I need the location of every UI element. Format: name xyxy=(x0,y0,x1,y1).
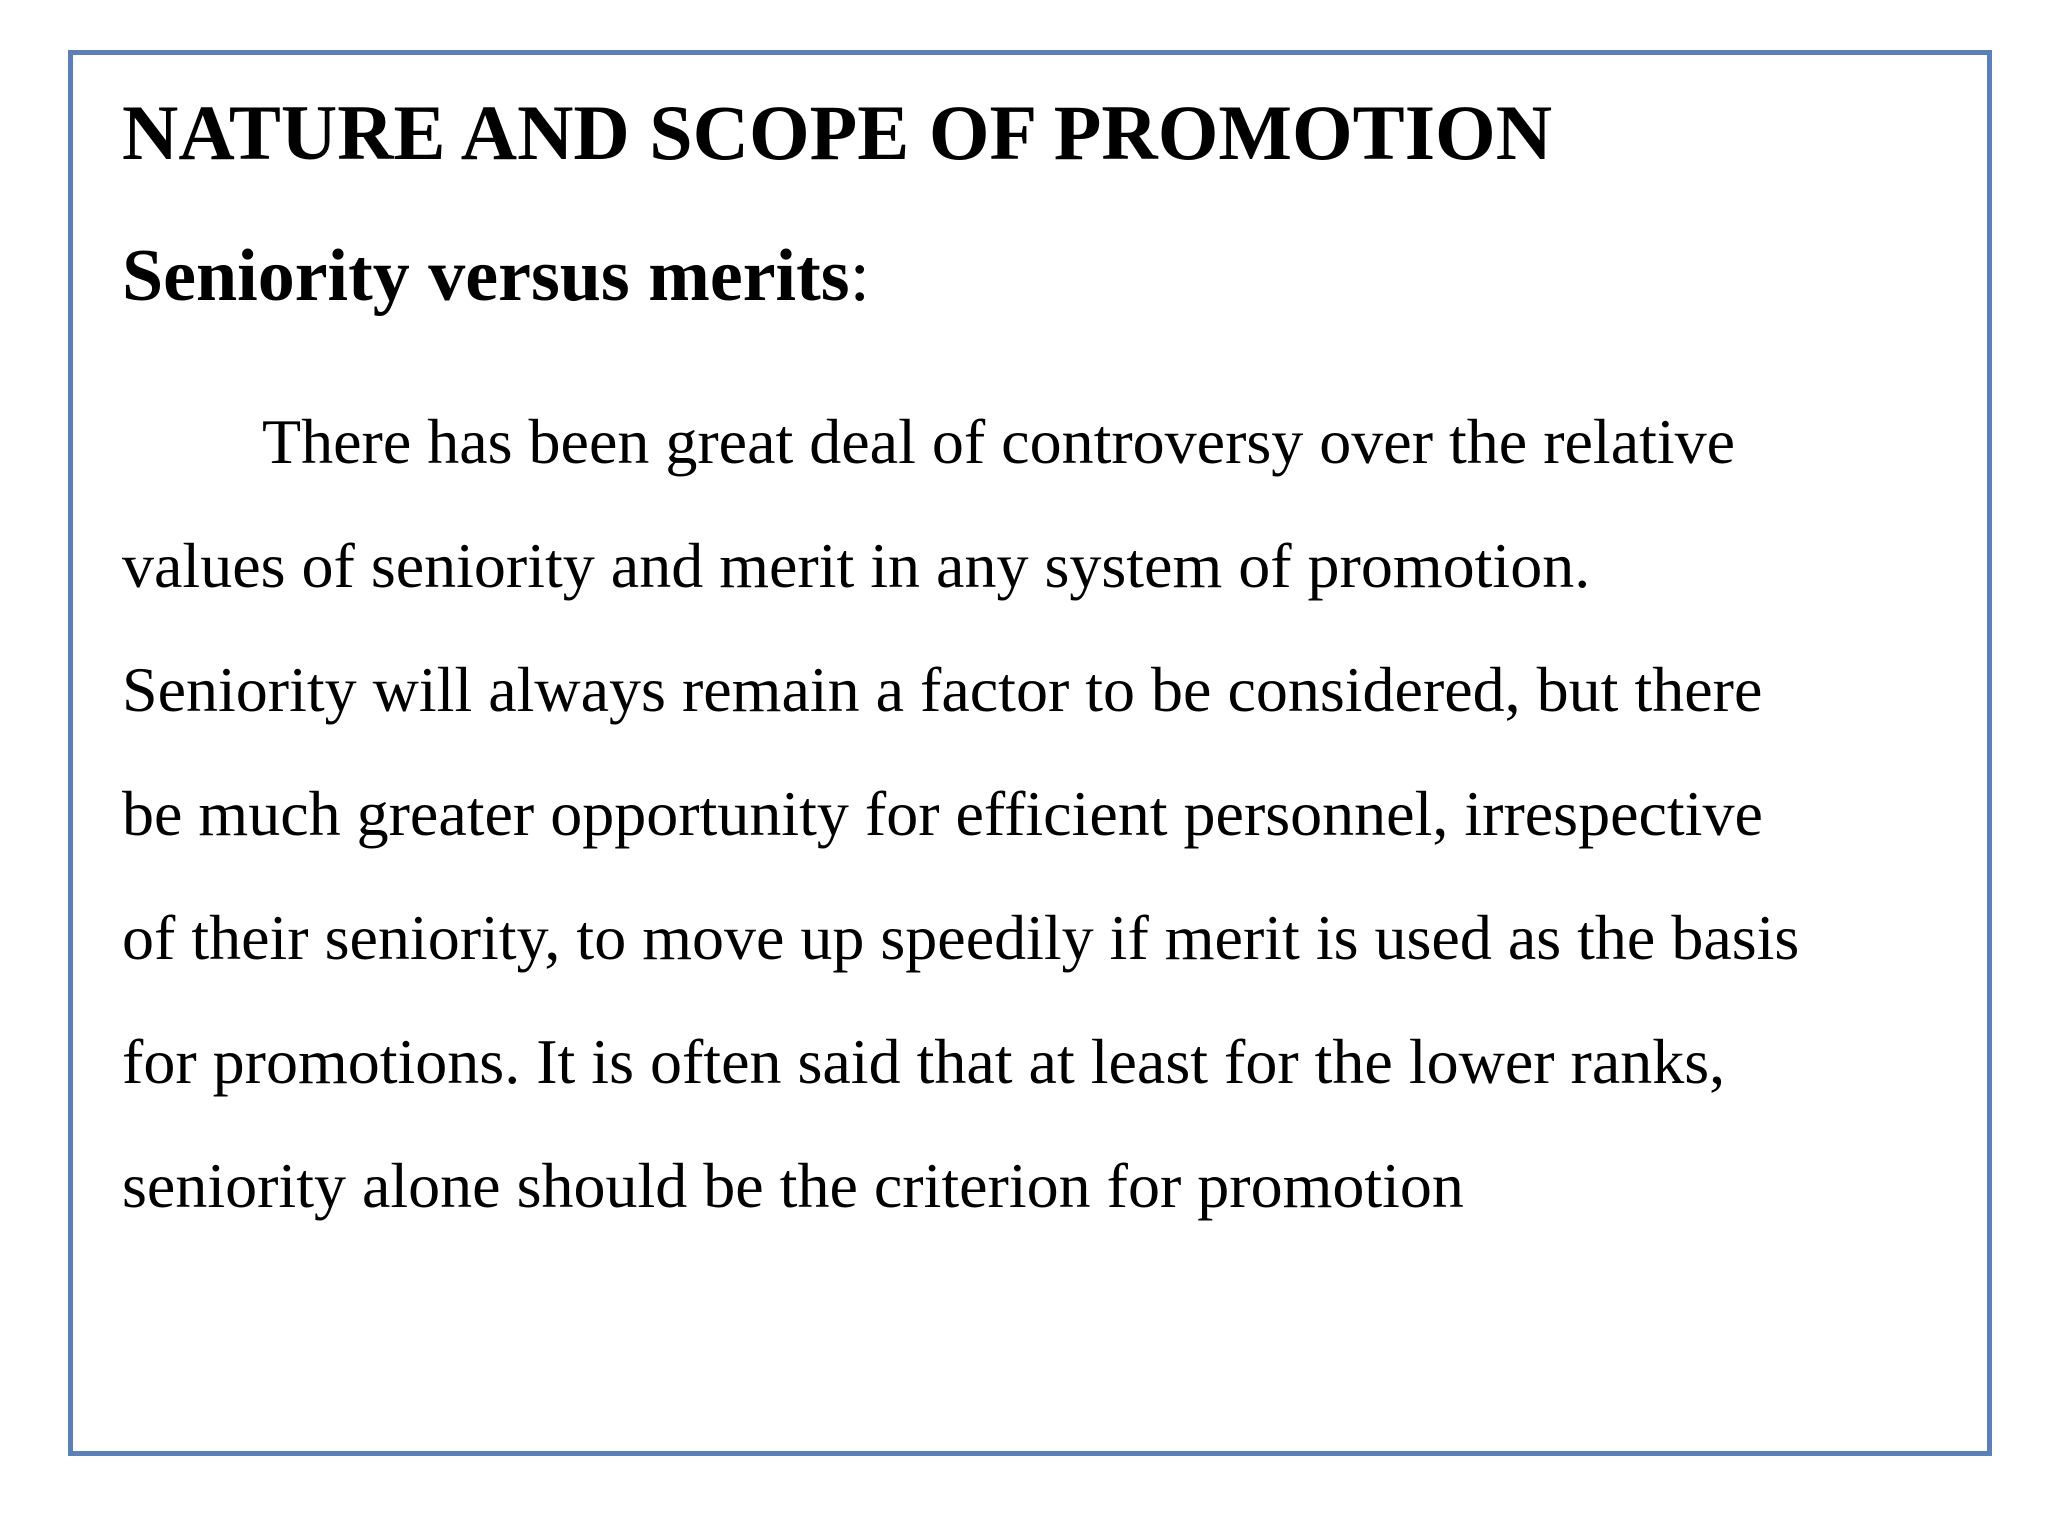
paragraph-line: There has been great deal of controversy over the relative xyxy=(262,406,1736,477)
section-heading xyxy=(122,232,870,321)
section-heading-colon: : xyxy=(849,235,871,317)
body-paragraph xyxy=(122,380,1799,1248)
paragraph-line: of their seniority, to move up speedily if merit is used as the basis xyxy=(122,902,1800,973)
paragraph-line: Seniority will always remain a factor to be considered, but there xyxy=(122,654,1763,725)
paragraph-line: be much greater opportunity for efficient personnel, irrespective xyxy=(122,778,1763,849)
page-title: NATURE AND SCOPE OF PROMOTION xyxy=(122,89,1553,176)
paragraph-line: for promotions. It is often said that at least for the lower ranks, xyxy=(122,1026,1726,1097)
section-heading-text: Seniority versus merits xyxy=(122,235,850,317)
paragraph-line: seniority alone should be the criterion for promotion xyxy=(122,1150,1464,1221)
paragraph-line: values of seniority and merit in any system of promotion. xyxy=(122,530,1591,601)
